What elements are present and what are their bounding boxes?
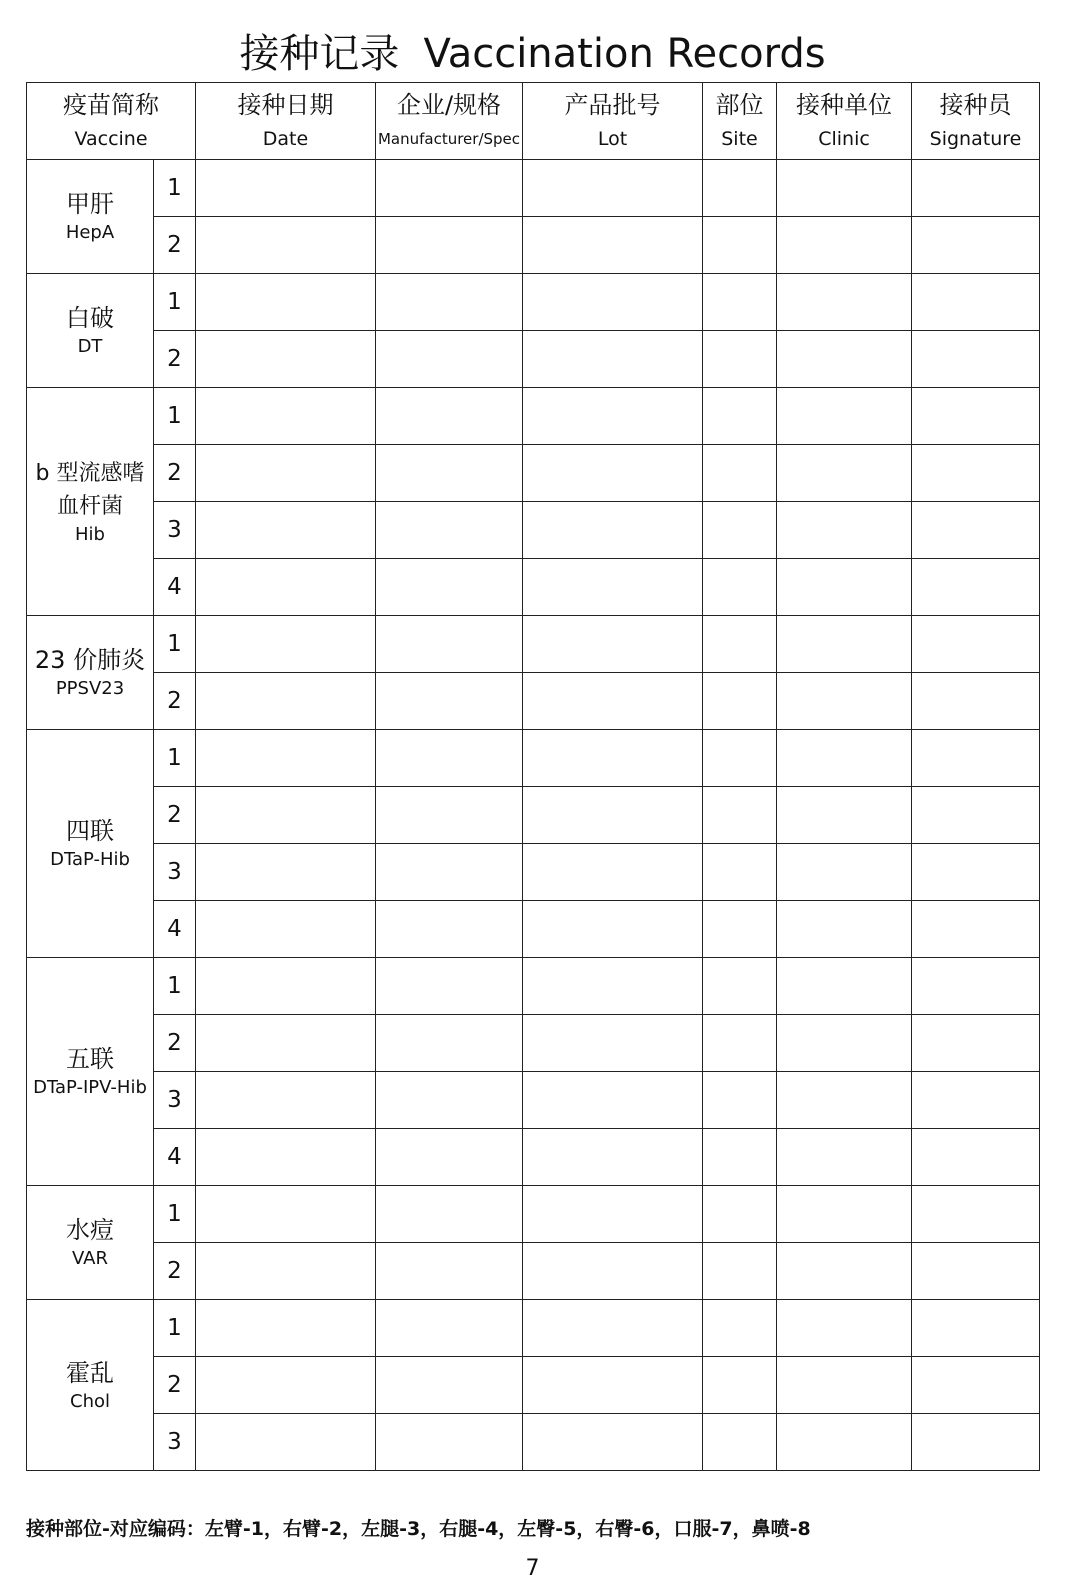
vaccine-name-zh: 白破 — [66, 304, 114, 332]
header-row — [27, 83, 1040, 160]
manufacturer-cell[interactable] — [376, 901, 523, 958]
table-row — [27, 673, 1040, 730]
vaccine-name-en: DTaP-IPV-Hib — [33, 1077, 147, 1098]
vaccine-name-zh: 甲肝 — [66, 190, 114, 218]
vaccine-name-cell — [27, 160, 154, 274]
dose-number: 2 — [154, 217, 196, 274]
title-zh: 接种记录 — [239, 31, 400, 77]
site-cell[interactable] — [703, 388, 777, 445]
vaccine-name-cell — [27, 388, 154, 616]
vaccine-name-en: HepA — [65, 222, 115, 243]
site-cell[interactable] — [703, 1072, 777, 1129]
vaccine-name-cell — [27, 274, 154, 388]
date-cell[interactable] — [196, 1186, 376, 1243]
table-row — [27, 958, 1040, 1015]
lot-cell[interactable] — [523, 1015, 703, 1072]
table-row — [27, 1414, 1040, 1471]
manufacturer-cell[interactable] — [376, 274, 523, 331]
manufacturer-cell[interactable] — [376, 445, 523, 502]
dose-number: 1 — [154, 1300, 196, 1357]
signature-cell[interactable] — [912, 388, 1040, 445]
site-cell[interactable] — [703, 673, 777, 730]
lot-cell[interactable] — [523, 1300, 703, 1357]
vaccine-name-cell — [27, 1300, 154, 1471]
manufacturer-cell[interactable] — [376, 730, 523, 787]
lot-cell[interactable] — [523, 388, 703, 445]
site-cell[interactable] — [703, 1414, 777, 1471]
vaccine-name-zh: 霍乱 — [66, 1358, 114, 1387]
site-cell[interactable] — [703, 331, 777, 388]
lot-cell[interactable] — [523, 445, 703, 502]
page-title — [0, 28, 1065, 80]
table-row — [27, 388, 1040, 445]
clinic-cell[interactable] — [777, 787, 912, 844]
signature-cell[interactable] — [912, 616, 1040, 673]
clinic-cell[interactable] — [777, 160, 912, 217]
clinic-cell[interactable] — [777, 217, 912, 274]
clinic-cell[interactable] — [777, 673, 912, 730]
manufacturer-cell[interactable] — [376, 217, 523, 274]
lot-cell[interactable] — [523, 787, 703, 844]
vaccine-name-cell — [27, 1186, 154, 1300]
date-cell[interactable] — [196, 1129, 376, 1186]
manufacturer-cell[interactable] — [376, 331, 523, 388]
vaccine-name-cell — [27, 730, 154, 958]
date-cell[interactable] — [196, 502, 376, 559]
table-row — [27, 844, 1040, 901]
vaccine-name-zh: 水痘 — [66, 1216, 114, 1244]
lot-cell[interactable] — [523, 1357, 703, 1414]
table-row — [27, 160, 1040, 217]
site-cell[interactable] — [703, 958, 777, 1015]
manufacturer-cell[interactable] — [376, 502, 523, 559]
vaccine-name-en: DT — [77, 336, 103, 357]
site-cell[interactable] — [703, 1300, 777, 1357]
date-cell[interactable] — [196, 274, 376, 331]
date-cell[interactable] — [196, 445, 376, 502]
clinic-cell[interactable] — [777, 1357, 912, 1414]
signature-cell[interactable] — [912, 502, 1040, 559]
date-cell[interactable] — [196, 901, 376, 958]
header-signature: 接种员 Signature — [912, 83, 1040, 160]
date-cell[interactable] — [196, 1414, 376, 1471]
signature-cell[interactable] — [912, 445, 1040, 502]
lot-cell[interactable] — [523, 616, 703, 673]
date-cell[interactable] — [196, 1015, 376, 1072]
lot-cell[interactable] — [523, 958, 703, 1015]
header-date: 接种日期 Date — [196, 83, 376, 160]
table-row — [27, 445, 1040, 502]
header-vaccine: 疫苗简称 Vaccine — [27, 83, 196, 160]
manufacturer-cell[interactable] — [376, 844, 523, 901]
site-cell[interactable] — [703, 559, 777, 616]
site-cell[interactable] — [703, 901, 777, 958]
table-row — [27, 1357, 1040, 1414]
header-site: 部位 Site — [703, 83, 777, 160]
signature-cell[interactable] — [912, 958, 1040, 1015]
dose-number: 2 — [154, 1243, 196, 1300]
dose-number: 1 — [154, 274, 196, 331]
site-cell[interactable] — [703, 445, 777, 502]
clinic-cell[interactable] — [777, 1300, 912, 1357]
site-cell[interactable] — [703, 1243, 777, 1300]
vaccine-name-zh: 四联 — [66, 817, 114, 845]
date-cell[interactable] — [196, 844, 376, 901]
header-lot: 产品批号 Lot — [523, 83, 703, 160]
vaccine-name-zh: b 型流感嗜血杆菌 — [35, 460, 145, 519]
table-row — [27, 901, 1040, 958]
manufacturer-cell[interactable] — [376, 1015, 523, 1072]
table-row — [27, 502, 1040, 559]
vaccine-name-en: VAR — [72, 1248, 108, 1269]
date-cell[interactable] — [196, 1357, 376, 1414]
vaccination-records-table — [26, 82, 1040, 1471]
site-code-legend: 接种部位-对应编码：左臂-1，右臂-2，左腿-3，右腿-4，左臀-5，右臀-6，口服-7，鼻喷-8 — [26, 1518, 811, 1540]
vaccine-name-en: PPSV23 — [55, 678, 125, 699]
manufacturer-cell[interactable] — [376, 787, 523, 844]
clinic-cell[interactable] — [777, 844, 912, 901]
dose-number: 2 — [154, 673, 196, 730]
signature-cell[interactable] — [912, 787, 1040, 844]
manufacturer-cell[interactable] — [376, 160, 523, 217]
date-cell[interactable] — [196, 388, 376, 445]
vaccine-name-zh: 23 价肺炎 — [34, 646, 146, 674]
date-cell[interactable] — [196, 160, 376, 217]
date-cell[interactable] — [196, 217, 376, 274]
table-row — [27, 559, 1040, 616]
dose-number: 1 — [154, 730, 196, 787]
manufacturer-cell[interactable] — [376, 958, 523, 1015]
manufacturer-cell[interactable] — [376, 1186, 523, 1243]
date-cell[interactable] — [196, 1072, 376, 1129]
table-row — [27, 1300, 1040, 1357]
date-cell[interactable] — [196, 673, 376, 730]
signature-cell[interactable] — [912, 673, 1040, 730]
vaccine-name-en: Hib — [75, 523, 105, 545]
clinic-cell[interactable] — [777, 1414, 912, 1471]
table-row — [27, 331, 1040, 388]
clinic-cell[interactable] — [777, 331, 912, 388]
dose-number: 2 — [154, 787, 196, 844]
manufacturer-cell[interactable] — [376, 388, 523, 445]
lot-cell[interactable] — [523, 901, 703, 958]
signature-cell[interactable] — [912, 160, 1040, 217]
lot-cell[interactable] — [523, 160, 703, 217]
dose-number: 3 — [154, 844, 196, 901]
table-row — [27, 1015, 1040, 1072]
dose-number: 4 — [154, 901, 196, 958]
manufacturer-cell[interactable] — [376, 1243, 523, 1300]
page-number: 7 — [525, 1556, 540, 1581]
site-cell[interactable] — [703, 1186, 777, 1243]
manufacturer-cell[interactable] — [376, 1414, 523, 1471]
dose-number: 1 — [154, 1186, 196, 1243]
lot-cell[interactable] — [523, 559, 703, 616]
vaccine-name-zh: 五联 — [66, 1045, 114, 1073]
site-cell[interactable] — [703, 502, 777, 559]
date-cell[interactable] — [196, 331, 376, 388]
site-cell[interactable] — [703, 1015, 777, 1072]
signature-cell[interactable] — [912, 1357, 1040, 1414]
signature-cell[interactable] — [912, 1300, 1040, 1357]
signature-cell[interactable] — [912, 274, 1040, 331]
site-cell[interactable] — [703, 160, 777, 217]
lot-cell[interactable] — [523, 730, 703, 787]
signature-cell[interactable] — [912, 844, 1040, 901]
dose-number: 1 — [154, 160, 196, 217]
dose-number: 1 — [154, 616, 196, 673]
signature-cell[interactable] — [912, 1243, 1040, 1300]
clinic-cell[interactable] — [777, 730, 912, 787]
vaccine-name-en: Chol — [70, 1390, 110, 1412]
date-cell[interactable] — [196, 1300, 376, 1357]
manufacturer-cell[interactable] — [376, 673, 523, 730]
lot-cell[interactable] — [523, 1129, 703, 1186]
manufacturer-cell[interactable] — [376, 616, 523, 673]
signature-cell[interactable] — [912, 331, 1040, 388]
lot-cell[interactable] — [523, 331, 703, 388]
dose-number: 1 — [154, 388, 196, 445]
lot-cell[interactable] — [523, 502, 703, 559]
site-cell[interactable] — [703, 1357, 777, 1414]
site-cell[interactable] — [703, 1129, 777, 1186]
clinic-cell[interactable] — [777, 1015, 912, 1072]
dose-number: 4 — [154, 559, 196, 616]
header-manufacturer: 企业/规格 Manufacturer/Spec — [376, 83, 523, 160]
clinic-cell[interactable] — [777, 1243, 912, 1300]
clinic-cell[interactable] — [777, 1129, 912, 1186]
clinic-cell[interactable] — [777, 616, 912, 673]
lot-cell[interactable] — [523, 217, 703, 274]
lot-cell[interactable] — [523, 1414, 703, 1471]
dose-number: 2 — [154, 445, 196, 502]
signature-cell[interactable] — [912, 1072, 1040, 1129]
clinic-cell[interactable] — [777, 274, 912, 331]
site-cell[interactable] — [703, 844, 777, 901]
date-cell[interactable] — [196, 1243, 376, 1300]
lot-cell[interactable] — [523, 673, 703, 730]
manufacturer-cell[interactable] — [376, 1357, 523, 1414]
table-row — [27, 730, 1040, 787]
clinic-cell[interactable] — [777, 1072, 912, 1129]
site-cell[interactable] — [703, 217, 777, 274]
signature-cell[interactable] — [912, 1129, 1040, 1186]
manufacturer-cell[interactable] — [376, 1072, 523, 1129]
manufacturer-cell[interactable] — [376, 559, 523, 616]
dose-number: 4 — [154, 1129, 196, 1186]
site-cell[interactable] — [703, 616, 777, 673]
site-cell[interactable] — [703, 730, 777, 787]
header-clinic: 接种单位 Clinic — [777, 83, 912, 160]
date-cell[interactable] — [196, 559, 376, 616]
dose-number: 3 — [154, 502, 196, 559]
clinic-cell[interactable] — [777, 445, 912, 502]
dose-number: 2 — [154, 1015, 196, 1072]
table-row — [27, 787, 1040, 844]
site-cell[interactable] — [703, 274, 777, 331]
signature-cell[interactable] — [912, 730, 1040, 787]
dose-number: 1 — [154, 958, 196, 1015]
lot-cell[interactable] — [523, 844, 703, 901]
lot-cell[interactable] — [523, 1186, 703, 1243]
clinic-cell[interactable] — [777, 559, 912, 616]
signature-cell[interactable] — [912, 217, 1040, 274]
dose-number: 2 — [154, 331, 196, 388]
date-cell[interactable] — [196, 958, 376, 1015]
dose-number: 3 — [154, 1414, 196, 1471]
records-body — [27, 160, 1040, 1471]
table-row — [27, 274, 1040, 331]
signature-cell[interactable] — [912, 1015, 1040, 1072]
table-row — [27, 1072, 1040, 1129]
signature-cell[interactable] — [912, 1414, 1040, 1471]
date-cell[interactable] — [196, 616, 376, 673]
lot-cell[interactable] — [523, 274, 703, 331]
manufacturer-cell[interactable] — [376, 1300, 523, 1357]
manufacturer-cell[interactable] — [376, 1129, 523, 1186]
signature-cell[interactable] — [912, 901, 1040, 958]
signature-cell[interactable] — [912, 559, 1040, 616]
lot-cell[interactable] — [523, 1243, 703, 1300]
table-row — [27, 217, 1040, 274]
lot-cell[interactable] — [523, 1072, 703, 1129]
vaccine-name-cell — [27, 616, 154, 730]
dose-number: 3 — [154, 1072, 196, 1129]
date-cell[interactable] — [196, 730, 376, 787]
vaccine-name-en: DTaP-Hib — [50, 849, 130, 870]
vaccine-name-cell — [27, 958, 154, 1186]
title-en: Vaccination Records — [423, 31, 826, 77]
table-row — [27, 1129, 1040, 1186]
site-cell[interactable] — [703, 787, 777, 844]
clinic-cell[interactable] — [777, 388, 912, 445]
clinic-cell[interactable] — [777, 1186, 912, 1243]
table-row — [27, 1186, 1040, 1243]
table-row — [27, 616, 1040, 673]
table-row — [27, 1243, 1040, 1300]
clinic-cell[interactable] — [777, 502, 912, 559]
date-cell[interactable] — [196, 787, 376, 844]
dose-number: 2 — [154, 1357, 196, 1414]
signature-cell[interactable] — [912, 1186, 1040, 1243]
clinic-cell[interactable] — [777, 901, 912, 958]
clinic-cell[interactable] — [777, 958, 912, 1015]
